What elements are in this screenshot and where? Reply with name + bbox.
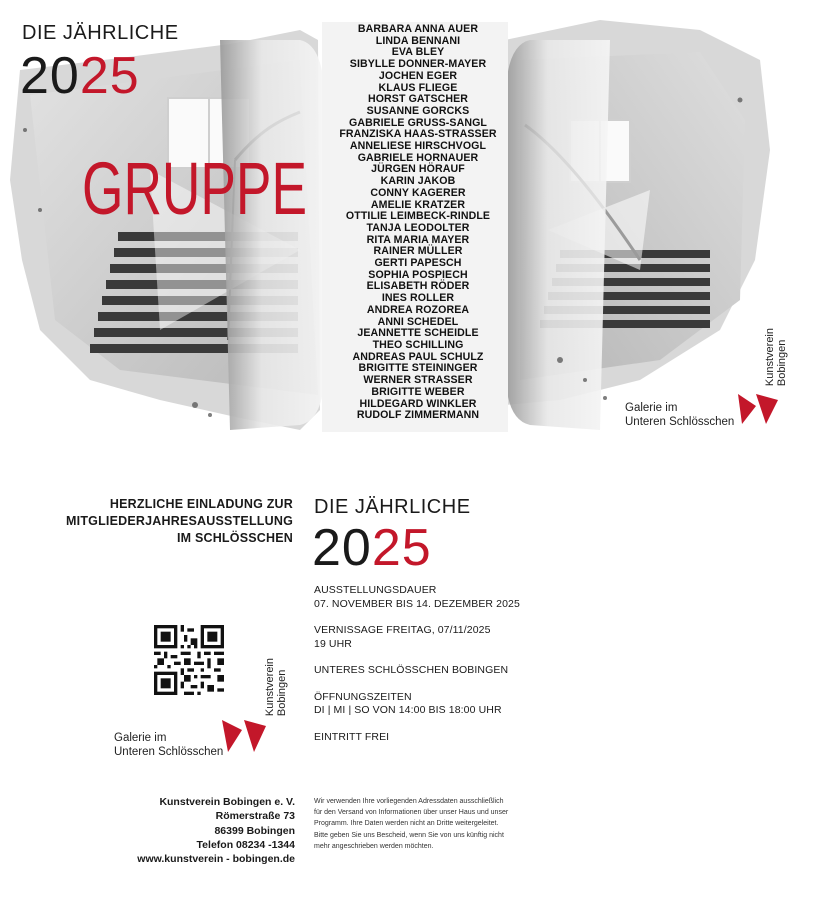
artist-name: SOPHIA POSPIECH [368,268,468,281]
organization-name: Kunstverein Bobingen e. V. [159,796,295,808]
poster-year [20,47,140,105]
entry-block: EINTRITT FREI [314,730,390,743]
artist-name: EVA BLEY [391,46,445,59]
artist-name: SUSANNE GORCKS [366,104,470,117]
artist-name: ANNI SCHEDEL [377,315,459,328]
artist-name: ANDREA ROZOREA [366,303,470,316]
invitation-year: 2025 [312,519,432,577]
galerie-label: Galerie im Unteren Schlösschen [625,402,735,428]
phone: Telefon 08234 -1344 [196,838,295,851]
street: Römerstraße 73 [215,810,295,823]
invitation-heading: HERZLICHE EINLADUNG ZUR MITGLIEDERJAHRESAUSSTELLUNG IM SCHLÖSSCHEN [66,497,293,545]
artist-name: BRIGITTE WEBER [371,385,465,398]
year-black-part: 20 [20,47,80,105]
city: 86399 Bobingen [214,824,295,837]
invitation-subtitle: DIE JÄHRLICHE [314,496,471,518]
artist-name: RAINER MÜLLER [373,245,463,258]
website-link[interactable]: www.kunstverein - bobingen.de [137,853,295,866]
artist-name: BARBARA ANNA AUER [357,23,479,35]
artist-name: WERNER STRASSER [363,374,473,387]
location-block: UNTERES SCHLÖSSCHEN BOBINGEN [314,664,509,676]
artist-name: JEANNETTE SCHEIDLE [357,327,479,340]
artist-name: SIBYLLE DONNER-MAYER [349,58,487,71]
artist-name: INES ROLLER [381,292,455,305]
exhibition-details [314,584,574,757]
artist-name: LINDA BENNANI [375,34,461,47]
qr-code[interactable] [154,625,224,695]
vernissage-block: VERNISSAGE FREITAG, 07/11/2025 19 UHR [314,624,491,650]
duration-block: AUSSTELLUNGSDAUER 07. NOVEMBER BIS 14. DEZEMBER 2025 [314,584,520,610]
galerie-label-2: Galerie im Unteren Schlösschen [114,732,224,758]
poster-subtitle: DIE JÄHRLICHE [22,22,179,44]
artist-name: BRIGITTE STEININGER [358,362,478,375]
artist-name: KARIN JAKOB [380,175,456,188]
artist-name: RUDOLF ZIMMERMANN [356,409,480,422]
artist-list [320,24,516,422]
artist-name: GABRIELE GRUSS-SANGL [349,116,487,129]
artist-name: HILDEGARD WINKLER [359,397,477,410]
opening-hours-block: ÖFFNUNGSZEITEN DI | MI | SO VON 14:00 BIS 18:00 UHR [314,690,502,716]
artist-name: FRANZISKA HAAS-STRASSER [339,128,497,141]
artist-name: ANNELIESE HIRSCHVOGL [349,140,487,153]
kunstverein-logo-icon [222,720,268,754]
artist-name: KLAUS FLIEGE [378,81,458,94]
kunstverein-vertical-label-2: Kunstverein Bobingen [264,658,288,717]
artist-name: AMELIE KRATZER [370,198,466,211]
kunstverein-vertical-label: Kunstverein Bobingen [764,328,788,387]
artist-name: HORST GATSCHER [367,93,469,106]
artist-name: TANJA LEODOLTER [366,221,470,234]
artist-name: ELISABETH RÖDER [366,280,470,293]
artist-name: GERTI PAPESCH [374,257,462,270]
artist-name: CONNY KAGERER [370,186,466,199]
artist-name: THEO SCHILLING [372,338,464,351]
artist-name: JÜRGEN HÖRAUF [371,163,465,176]
address-block [120,795,295,866]
artist-name: GABRIELE HORNAUER [357,151,479,164]
year-red-part: 25 [79,47,140,105]
artist-name: RITA MARIA MAYER [366,233,470,246]
privacy-notice: Wir verwenden Ihre vorliegenden Adressdaten ausschließlich für den Versand von Informationen über unser Haus und unser Programm. Ihre Daten werden nicht an Dritte weitergeleitet. Bitte geben Sie uns Bescheid, wenn Sie von uns künftig nicht mehr angeschrieben werden möchten. [314,798,509,850]
artist-name: OTTILIE LEIMBECK-RINDLE [345,210,491,223]
artist-name: ANDREAS PAUL SCHULZ [352,350,484,363]
gruppe-title: GRUPPE [82,147,308,230]
artist-name: JOCHEN EGER [378,69,458,82]
